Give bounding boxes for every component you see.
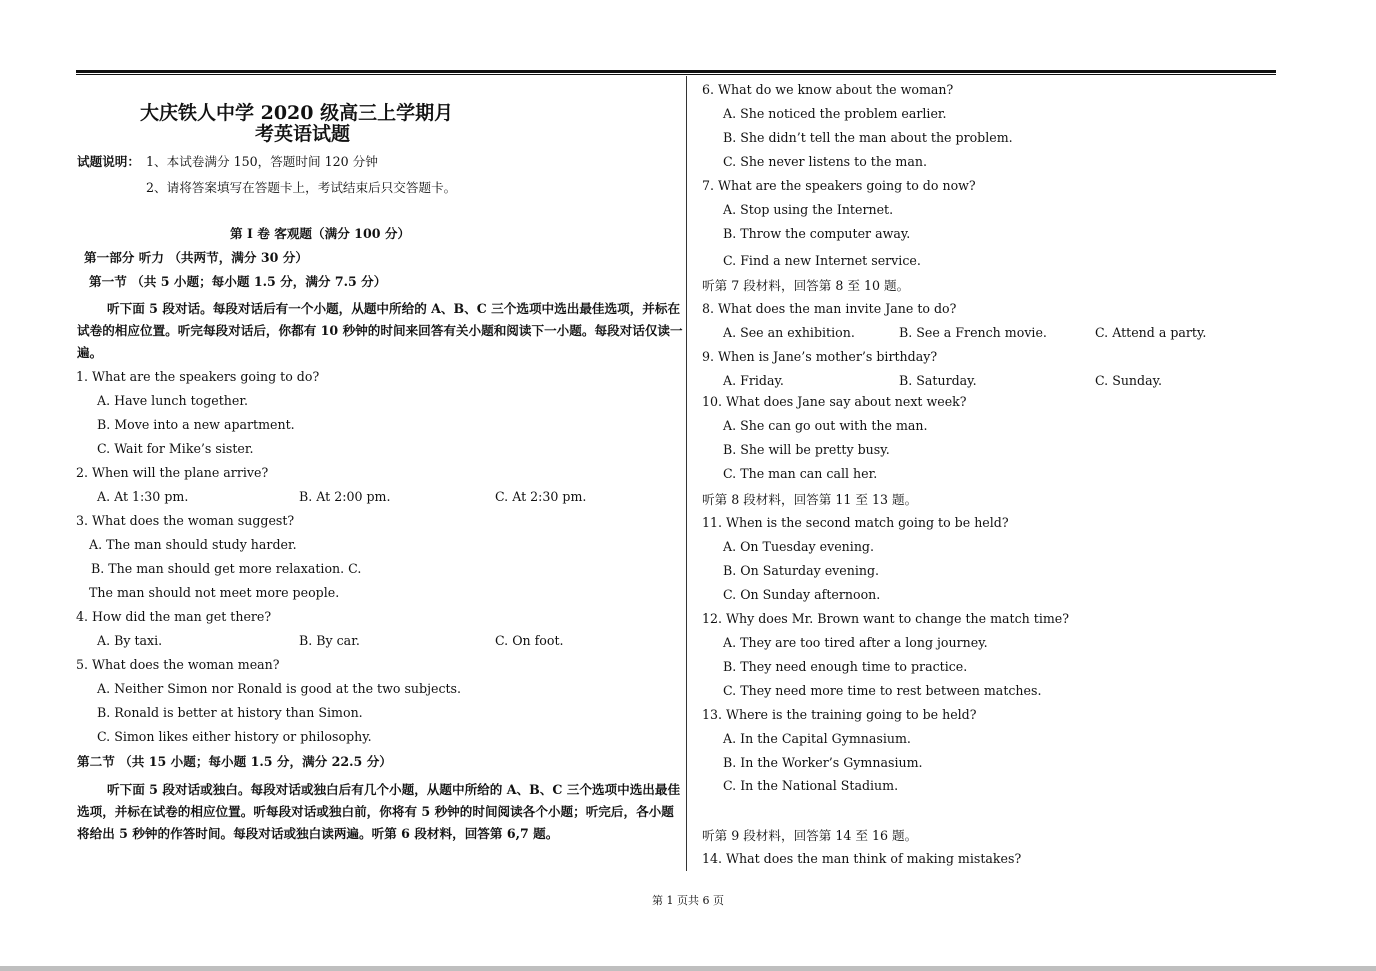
q7-option-b: B. Throw the computer away. (723, 226, 911, 241)
notes-label: 试题说明： (77, 154, 140, 169)
q13-option-b: B. In the Worker’s Gymnasium. (723, 755, 923, 770)
q10-stem: 10. What does Jane say about next week? (702, 394, 967, 409)
q8-stem: 8. What does the man invite Jane to do? (702, 301, 957, 316)
q9-option-a: A. Friday. (723, 373, 784, 388)
page-bottom-edge (0, 966, 1376, 971)
q3-option-c: The man should not meet more people. (89, 585, 340, 600)
note-1: 1、本试卷满分 150，答题时间 120 分钟 (146, 154, 378, 169)
exam-title-line2: 考英语试题 (255, 123, 351, 145)
q6-option-b: B. She didn’t tell the man about the problem. (723, 130, 1013, 145)
q2-option-a: A. At 1:30 pm. (97, 489, 189, 504)
q6-stem: 6. What do we know about the woman? (702, 82, 954, 97)
q5-option-c: C. Simon likes either history or philosophy. (97, 729, 372, 744)
q2-option-c: C. At 2:30 pm. (495, 489, 587, 504)
q4-option-b: B. By car. (299, 633, 360, 648)
column-divider (686, 76, 687, 871)
sub1-heading: 第一节 （共 5 小题；每小题 1.5 分，满分 7.5 分） (89, 274, 387, 289)
q7-option-a: A. Stop using the Internet. (723, 202, 894, 217)
q13-stem: 13. Where is the training going to be held? (702, 707, 977, 722)
page-number: 第 1 页共 6 页 (652, 894, 724, 907)
q14-stem: 14. What does the man think of making mistakes? (702, 851, 1022, 866)
q1-option-c: C. Wait for Mike’s sister. (97, 441, 254, 456)
q3-option-b: B. The man should get more relaxation. C. (91, 561, 362, 576)
header-rule-thick (76, 70, 1276, 73)
q11-option-a: A. On Tuesday evening. (723, 539, 874, 554)
q2-stem: 2. When will the plane arrive? (76, 465, 269, 480)
material-7-note: 听第 7 段材料，回答第 8 至 10 题。 (702, 278, 910, 293)
q13-option-c: C. In the National Stadium. (723, 778, 899, 793)
q7-stem: 7. What are the speakers going to do now? (702, 178, 976, 193)
q4-option-a: A. By taxi. (97, 633, 163, 648)
q1-option-b: B. Move into a new apartment. (97, 417, 295, 432)
q9-option-c: C. Sunday. (1095, 373, 1163, 388)
q8-option-c: C. Attend a party. (1095, 325, 1207, 340)
q12-option-b: B. They need enough time to practice. (723, 659, 968, 674)
q6-option-c: C. She never listens to the man. (723, 154, 927, 169)
q9-option-b: B. Saturday. (899, 373, 977, 388)
sub2-instructions: 听下面 5 段对话或独白。每段对话或独白后有几个小题，从题中所给的 A、B、C 三个选项中选出最佳选项，并标在试卷的相应位置。听每段对话或独白前，你将有 5 秒钟的时间阅读各个小题；听完后，各小题将给出 5 秒钟的作答时间。每段对话或独白读两遍。听第 6 段材料，回答第 6,7 题。 (77, 782, 681, 841)
material-8-note: 听第 8 段材料，回答第 11 至 13 题。 (702, 492, 918, 507)
sub1-instructions: 听下面 5 段对话。每段对话后有一个小题，从题中所给的 A、B、C 三个选项中选出最佳选项，并标在试卷的相应位置。听完每段对话后，你都有 10 秒钟的时间来回答有关小题和阅读下一小题。每段对话仅读一遍。 (77, 301, 683, 360)
q5-stem: 5. What does the woman mean? (76, 657, 280, 672)
volume-heading: 第 I 卷 客观题（满分 100 分） (230, 226, 411, 241)
q5-option-a: A. Neither Simon nor Ronald is good at the two subjects. (97, 681, 462, 696)
exam-title-line1: 大庆铁人中学 2020 级高三上学期月 (140, 102, 454, 124)
q1-option-a: A. Have lunch together. (97, 393, 249, 408)
q10-option-a: A. She can go out with the man. (723, 418, 928, 433)
q8-option-b: B. See a French movie. (899, 325, 1047, 340)
q4-stem: 4. How did the man get there? (76, 609, 272, 624)
q1-stem: 1. What are the speakers going to do? (76, 369, 320, 384)
q12-option-c: C. They need more time to rest between matches. (723, 683, 1042, 698)
q9-stem: 9. When is Jane’s mother’s birthday? (702, 349, 938, 364)
q6-option-a: A. She noticed the problem earlier. (723, 106, 947, 121)
sub2-heading: 第二节 （共 15 小题；每小题 1.5 分，满分 22.5 分） (77, 754, 392, 769)
q4-option-c: C. On foot. (495, 633, 564, 648)
q2-option-b: B. At 2:00 pm. (299, 489, 391, 504)
header-rule-thin (76, 74, 1276, 75)
q7-option-c: C. Find a new Internet service. (723, 253, 921, 268)
q11-option-b: B. On Saturday evening. (723, 563, 880, 578)
q10-option-c: C. The man can call her. (723, 466, 878, 481)
q13-option-a: A. In the Capital Gymnasium. (723, 731, 911, 746)
q11-stem: 11. When is the second match going to be held? (702, 515, 1009, 530)
q8-option-a: A. See an exhibition. (723, 325, 855, 340)
q3-stem: 3. What does the woman suggest? (76, 513, 295, 528)
part1-heading: 第一部分 听力 （共两节，满分 30 分） (84, 250, 308, 265)
q10-option-b: B. She will be pretty busy. (723, 442, 890, 457)
q5-option-b: B. Ronald is better at history than Simon. (97, 705, 363, 720)
q3-option-a: A. The man should study harder. (89, 537, 297, 552)
note-2: 2、请将答案填写在答题卡上，考试结束后只交答题卡。 (146, 180, 457, 195)
q12-stem: 12. Why does Mr. Brown want to change the match time? (702, 611, 1070, 626)
q11-option-c: C. On Sunday afternoon. (723, 587, 881, 602)
material-9-note: 听第 9 段材料，回答第 14 至 16 题。 (702, 828, 918, 843)
q12-option-a: A. They are too tired after a long journey. (723, 635, 988, 650)
